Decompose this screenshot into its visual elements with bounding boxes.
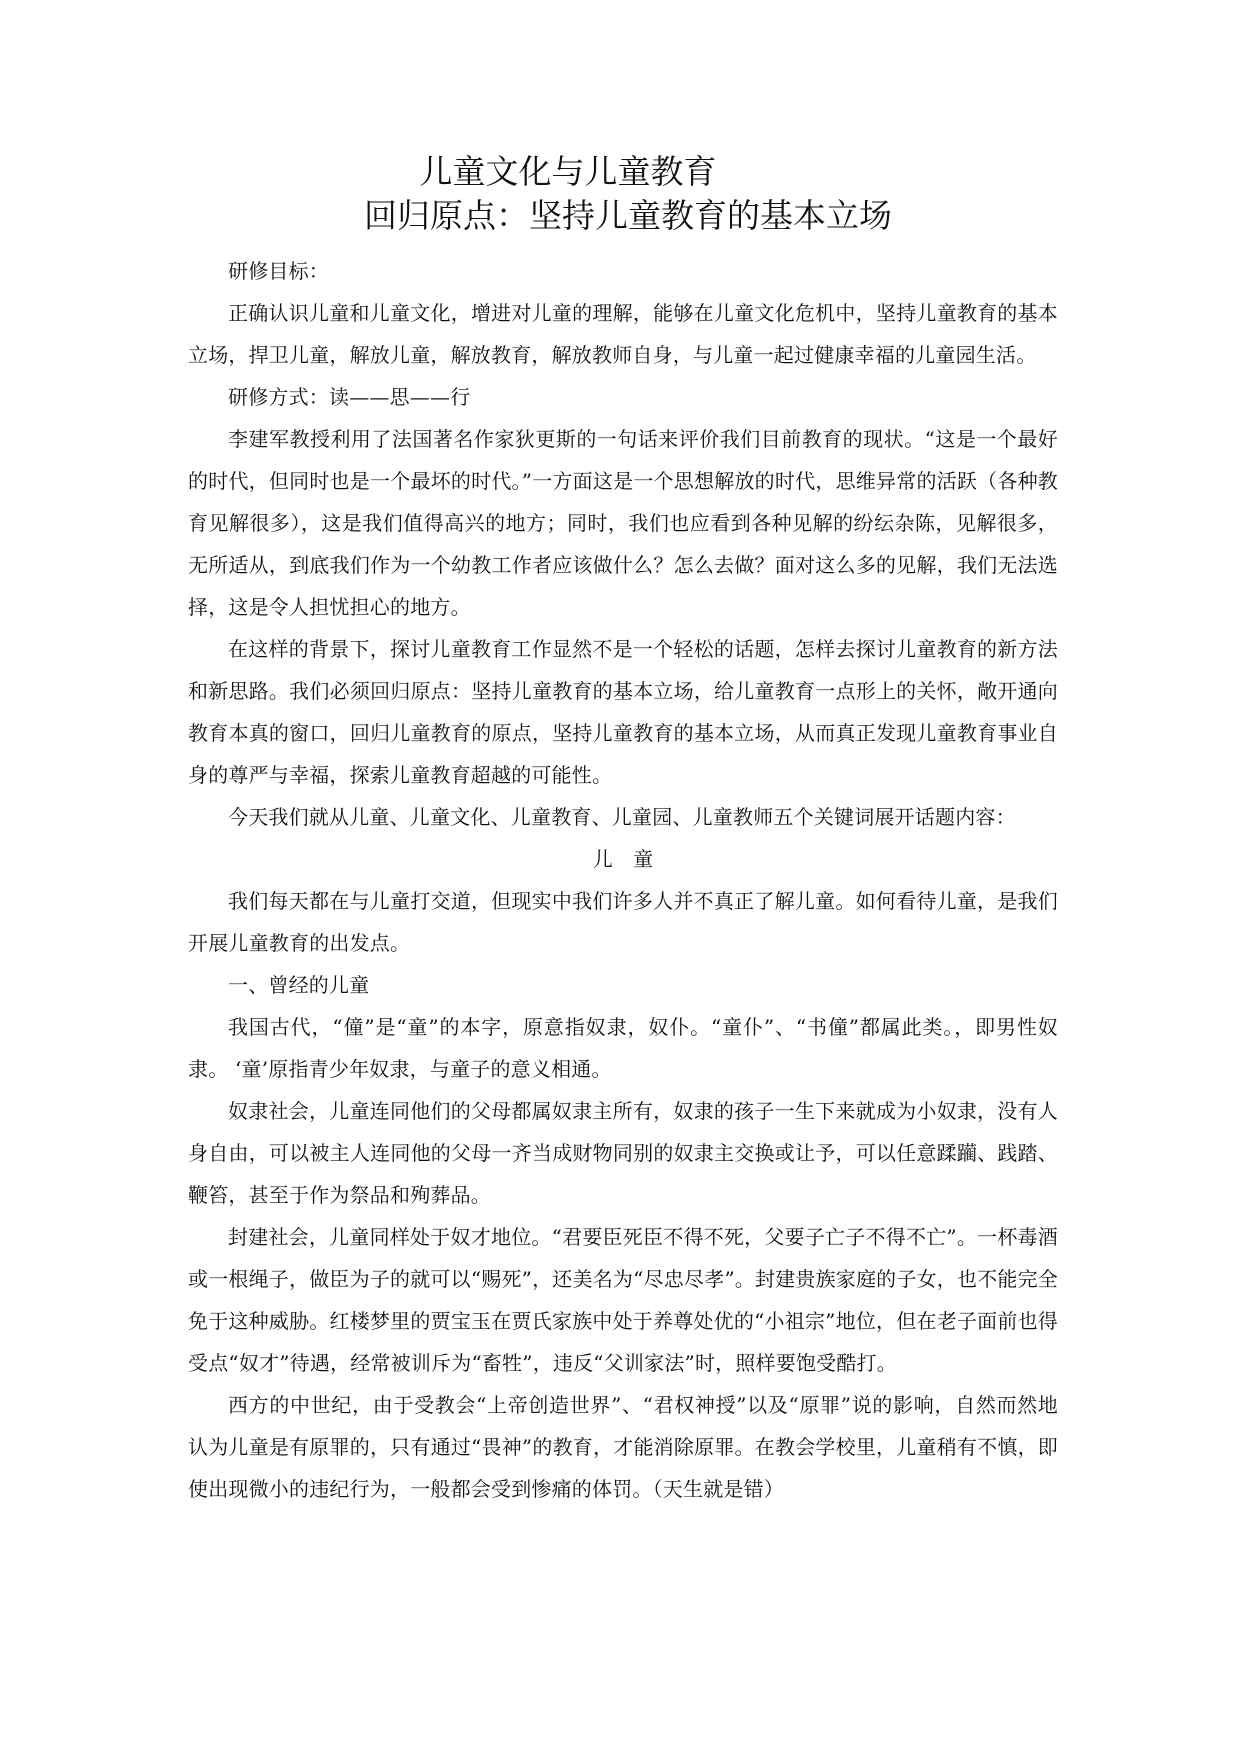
paragraph: 在这样的背景下，探讨儿童教育工作显然不是一个轻松的话题，怎样去探讨儿童教育的新方法和新思路。我们必须回归原点：坚持儿童教育的基本立场，给儿童教育一点形上的关怀，敞开通向教育本真的窗口，回归儿童教育的原点，坚持儿童教育的基本立场，从而真正发现儿童教育事业自身的尊严与幸福，探索儿童教育超越的可能性。 <box>188 637 1058 787</box>
paragraph: 李建军教授利用了法国著名作家狄更斯的一句话来评价我们目前教育的现状。“这是一个最好的时代，但同时也是一个最坏的时代。”一方面这是一个思想解放的时代，思维异常的活跃（各种教育见解很多），这是我们值得高兴的地方；同时，我们也应看到各种见解的纷纭杂陈，见解很多，无所适从，到底我们作为一个幼教工作者应该做什么？怎么去做？面对这么多的见解，我们无法选择，这是令人担忧担心的地方。 <box>188 427 1058 619</box>
paragraph: 今天我们就从儿童、儿童文化、儿童教育、儿童园、儿童教师五个关键词展开话题内容： <box>228 805 1016 829</box>
section-label-method: 研修方式：读——思——行 <box>228 385 471 409</box>
paragraph: 我国古代，“僮”是“童”的本字，原意指奴隶，奴仆。“童仆”、“书僮”都属此类。，即男性奴隶。 ‘童’原指青少年奴隶，与童子的意义相通。 <box>188 1015 1058 1081</box>
document-subtitle: 回归原点：坚持儿童教育的基本立场 <box>364 196 892 235</box>
paragraph: 我们每天都在与儿童打交道，但现实中我们许多人并不真正了解儿童。如何看待儿童，是我们开展儿童教育的出发点。 <box>188 889 1058 955</box>
paragraph: 奴隶社会，儿童连同他们的父母都属奴隶主所有，奴隶的孩子一生下来就成为小奴隶，没有人身自由，可以被主人连同他的父母一齐当成财物同别的奴隶主交换或让予，可以任意蹂躏、践踏、鞭笞，甚至于作为祭品和殉葬品。 <box>188 1099 1058 1207</box>
section-heading-children: 儿 童 <box>592 847 654 871</box>
paragraph: 西方的中世纪，由于受教会“上帝创造世界”、“君权神授”以及“原罪”说的影响，自然而然地认为儿童是有原罪的，只有通过“畏神”的教育，才能消除原罪。在教会学校里，儿童稍有不慎，即使出现微小的违纪行为，一般都会受到惨痛的体罚。（天生就是错） <box>188 1393 1058 1501</box>
document-title: 儿童文化与儿童教育 <box>419 152 717 191</box>
section-label-goal: 研修目标： <box>228 259 329 283</box>
paragraph-goal-text: 正确认识儿童和儿童文化，增进对儿童的理解，能够在儿童文化危机中，坚持儿童教育的基本立场，捍卫儿童，解放儿童，解放教育，解放教师自身，与儿童一起过健康幸福的儿童园生活。 <box>188 301 1058 367</box>
document-page <box>188 150 1058 1510</box>
subsection-heading: 一、曾经的儿童 <box>228 973 370 997</box>
paragraph: 封建社会，儿童同样处于奴才地位。“君要臣死臣不得不死，父要子亡子不得不亡”。一杯毒酒或一根绳子，做臣为子的就可以“赐死”，还美名为“尽忠尽孝”。封建贵族家庭的子女，也不能完全免于这种威胁。红楼梦里的贾宝玉在贾氏家族中处于养尊处优的“小祖宗”地位，但在老子面前也得受点“奴才”待遇，经常被训斥为“畜牲”，违反“父训家法”时，照样要饱受酷打。 <box>188 1225 1058 1375</box>
